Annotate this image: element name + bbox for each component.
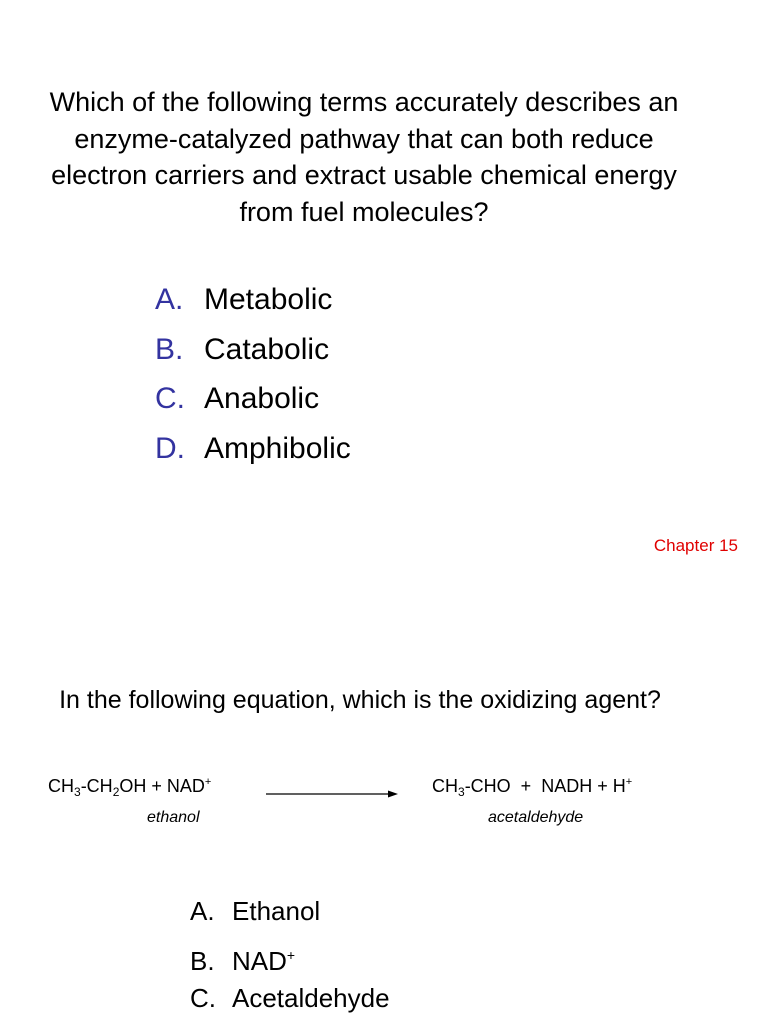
option-letter: C. (155, 382, 185, 415)
product-text: CH (432, 776, 458, 796)
question-2: In the following equation, which is the oxidizing agent? (59, 686, 661, 714)
option-letter: A. (155, 283, 184, 316)
superscript: + (625, 776, 633, 788)
reactant-text: -CH (80, 776, 113, 796)
option-c (190, 979, 390, 1023)
option-text: Acetaldehyde (232, 983, 390, 1013)
option-letter: B. (190, 945, 215, 976)
superscript: + (286, 946, 296, 963)
option-text: NAD (232, 945, 287, 976)
option-b (155, 330, 351, 380)
superscript: + (204, 776, 212, 788)
option-d (155, 429, 351, 479)
subscript: 3 (74, 785, 81, 799)
option-a (190, 892, 390, 936)
answer-options-2 (190, 892, 390, 1023)
option-c (155, 379, 351, 429)
reactant-name: ethanol (147, 809, 200, 826)
chapter-label: Chapter 15 (653, 536, 738, 555)
subscript: 3 (458, 785, 465, 799)
option-letter: A. (190, 896, 215, 926)
product-text: -CHO + NADH + H (464, 776, 626, 796)
option-a (155, 280, 351, 330)
answer-options-1 (155, 280, 351, 478)
equation-reactants (48, 776, 211, 799)
question-1: Which of the following terms accurately describes an enzyme-catalyzed pathway that can both reduce electron carriers and extract usable chemical energy from fuel molecules? (49, 87, 679, 227)
option-text: Metabolic (204, 283, 333, 316)
product-name: acetaldehyde (488, 809, 584, 826)
option-b (190, 936, 390, 980)
option-letter: C. (190, 983, 216, 1013)
subscript: 2 (112, 785, 120, 799)
option-letter: B. (155, 332, 184, 366)
reaction-arrow-icon (266, 789, 398, 799)
equation-products (432, 776, 632, 799)
option-text: Ethanol (232, 896, 321, 926)
option-text: Amphibolic (204, 431, 351, 465)
option-text: Catabolic (204, 332, 330, 366)
reactant-text: CH (48, 776, 74, 796)
reactant-text: OH + NAD (119, 776, 205, 796)
option-text: Anabolic (204, 382, 320, 415)
option-letter: D. (155, 431, 185, 465)
